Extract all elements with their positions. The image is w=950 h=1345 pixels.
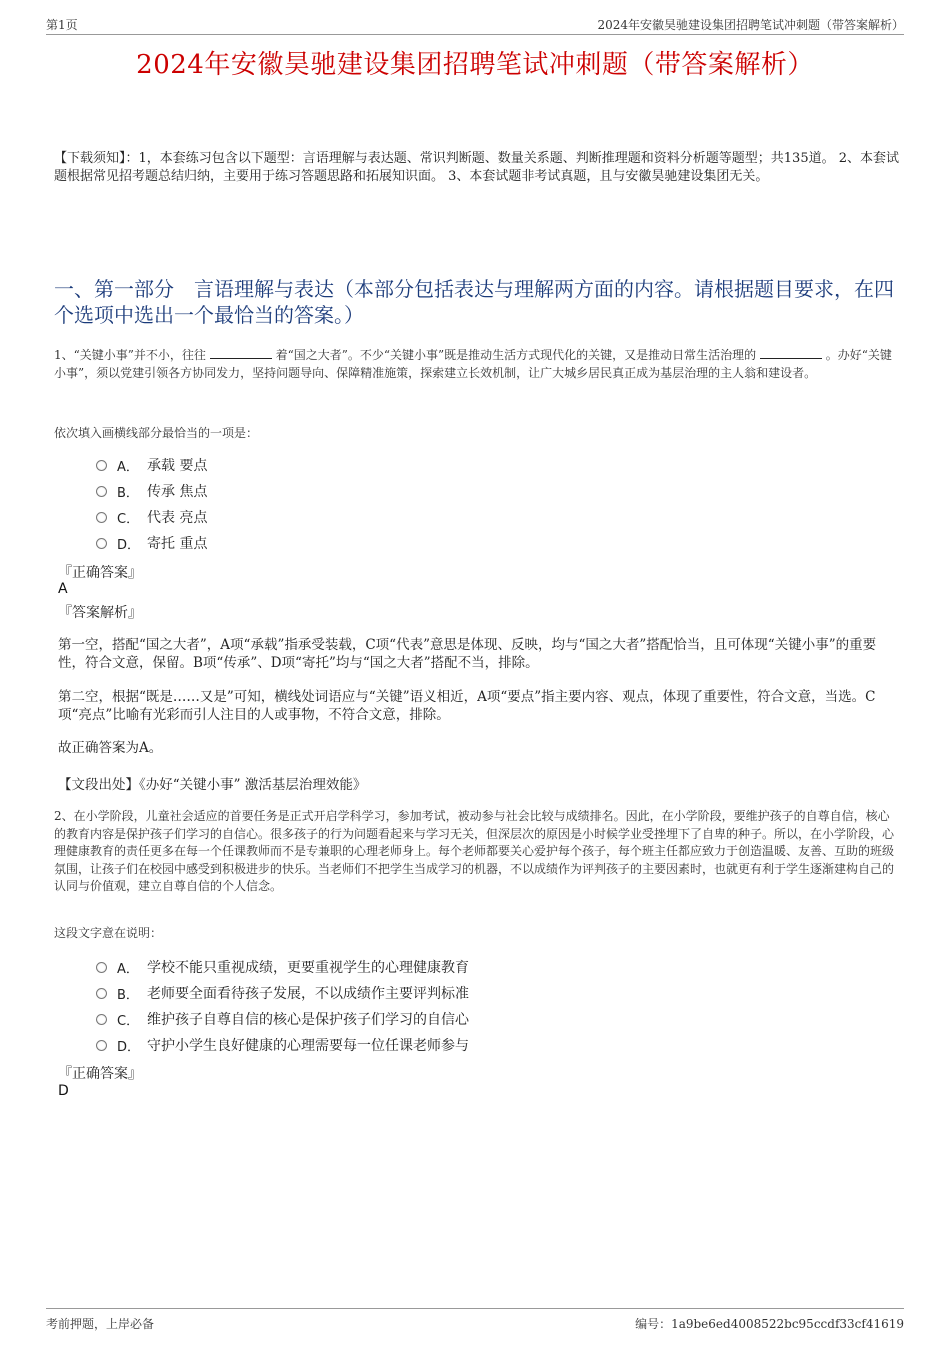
option-letter: C． (117, 1013, 140, 1029)
option-letter: D． (117, 537, 141, 553)
correct-answer-label: 『正确答案』 (58, 565, 142, 581)
analysis-label: 『答案解析』 (58, 605, 142, 621)
download-notice: 【下载须知】：1，本套练习包含以下题型：言语理解与表达题、常识判断题、数量关系题、判断推理题和资料分析题等题型；共135道。 2、本套试题根据常见招考题总结归纳，主要用于练习答题思路和拓展知识面。 3、本套试题非考试真题，且与安徽昊驰建设集团无关。 (54, 151, 899, 184)
q1-text-part-c: 。办好“关键小事”，须以党建引领各方协同发力，坚持问题导向、保障精准施策，探索建立长效机制，让广大城乡居民真正成为基层治理的主人翁和建设者。 (54, 348, 892, 380)
q1-text-part-a: 1、“关键小事”并不小，往往 (54, 348, 206, 362)
option-letter: A． (117, 459, 139, 475)
option-text: 传承 焦点 (147, 484, 208, 500)
option-b[interactable] (96, 478, 207, 504)
fill-blank-2 (760, 347, 822, 359)
option-b[interactable] (96, 980, 469, 1006)
analysis-conclusion: 故正确答案为A。 (58, 740, 163, 756)
option-letter: A． (117, 961, 139, 977)
option-letter: B． (117, 987, 139, 1003)
option-text: 守护小学生良好健康的心理需要每一位任课老师参与 (147, 1038, 469, 1054)
option-a[interactable] (96, 452, 207, 478)
analysis-paragraph-1: 第一空，搭配“国之大者”，A项“承载”指承受装载，C项“代表”意思是体现、反映，均与“国之大者”搭配恰当，且可体现“关键小事”的重要性，符合文意，保留。B项“传承”、D项“寄托”均与“国之大者”搭配不当，排除。 (58, 637, 877, 671)
radio-icon[interactable] (96, 988, 107, 999)
option-d[interactable] (96, 1032, 469, 1058)
option-text: 老师要全面看待孩子发展，不以成绩作主要评判标准 (147, 986, 469, 1002)
page-number: 第1页 (46, 18, 78, 32)
option-letter: B． (117, 485, 139, 501)
correct-answer-label: 『正确答案』 (58, 1066, 142, 1082)
section-heading: 一、第一部分 言语理解与表达（本部分包括表达与理解两方面的内容。请根据题目要求，在四个选项中选出一个最恰当的答案。） (54, 277, 894, 327)
option-c[interactable] (96, 504, 207, 530)
question-1-prompt: 依次填入画横线部分最恰当的一项是： (54, 426, 259, 440)
option-text: 维护孩子自尊自信的核心是保护孩子们学习的自信心 (147, 1012, 469, 1028)
radio-icon[interactable] (96, 460, 107, 471)
option-a[interactable] (96, 954, 469, 980)
question-2-prompt: 这段文字意在说明： (54, 926, 163, 940)
question-2-text: 2、在小学阶段，儿童社会适应的首要任务是正式开启学科学习，参加考试，被动参与社会比较与成绩排名。因此，在小学阶段，要维护孩子的自尊自信，核心的教育内容是保护孩子们学习的自信心。很多孩子的行为问题看起来与学习无关，但深层次的原因是小时候学业受挫埋下了自卑的种子。所以，在小学阶段，心理健康教育的责任更多在每一个任课教师而不是专兼职的心理老师身上。每个老师都要关心爱护每个孩子，每个班主任都应致力于创造温暖、友善、互助的班级氛围，让孩子们在校园中感受到积极进步的快乐。当老师们不把学生当成学习的机器，不以成绩作为评判孩子的主要因素时，也就更有利于学生逐渐建构自己的认同与价值观，建立自尊自信的个人信念。 (54, 809, 895, 893)
correct-answer-value: A (58, 581, 68, 597)
option-d[interactable] (96, 530, 207, 556)
radio-icon[interactable] (96, 962, 107, 973)
page-footer (46, 1308, 904, 1331)
footer-serial: 编号：1a9be6ed4008522bc95ccdf33cf41619 (635, 1317, 904, 1331)
question-2-options (96, 954, 469, 1058)
footer-slogan: 考前押题，上岸必备 (46, 1317, 155, 1331)
q1-text-part-b: 着“国之大者”。不少“关键小事”既是推动生活方式现代化的关键，又是推动日常生活治理的 (275, 348, 757, 362)
page-title: 2024年安徽昊驰建设集团招聘笔试冲刺题（带答案解析） (136, 50, 814, 80)
question-1-options (96, 452, 207, 556)
header-doc-title: 2024年安徽昊驰建设集团招聘笔试冲刺题（带答案解析） (597, 18, 904, 32)
page-header (46, 12, 904, 35)
option-text: 学校不能只重视成绩，更要重视学生的心理健康教育 (147, 960, 469, 976)
passage-source: 【文段出处】《办好“关键小事” 激活基层治理效能》 (58, 777, 367, 793)
radio-icon[interactable] (96, 1014, 107, 1025)
correct-answer-value: D (58, 1083, 69, 1099)
analysis-paragraph-2: 第二空，根据“既是……又是”可知，横线处词语应与“关键”语义相近，A项“要点”指主要内容、观点，体现了重要性，符合文意，当选。C项“亮点”比喻有光彩而引人注目的人或事物，不符合文意，排除。 (58, 689, 876, 723)
option-letter: D． (117, 1039, 141, 1055)
option-letter: C． (117, 511, 140, 527)
option-c[interactable] (96, 1006, 469, 1032)
option-text: 代表 亮点 (147, 510, 208, 526)
radio-icon[interactable] (96, 512, 107, 523)
radio-icon[interactable] (96, 1040, 107, 1051)
radio-icon[interactable] (96, 486, 107, 497)
option-text: 承载 要点 (147, 458, 208, 474)
option-text: 寄托 重点 (147, 536, 208, 552)
fill-blank-1 (210, 347, 272, 359)
radio-icon[interactable] (96, 538, 107, 549)
question-1-text (54, 347, 899, 382)
